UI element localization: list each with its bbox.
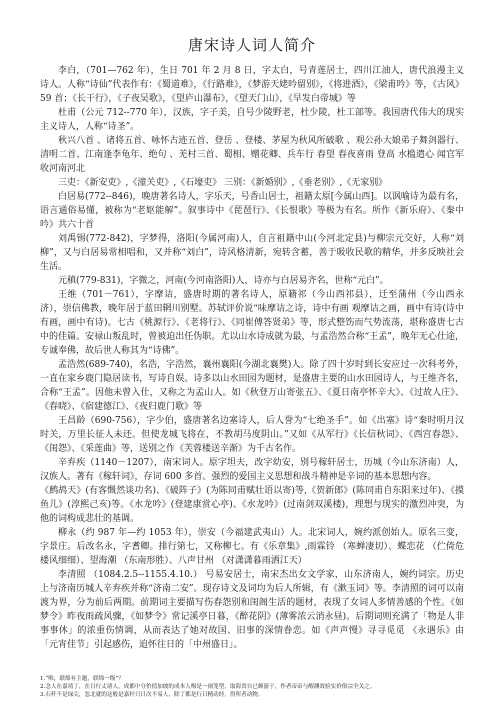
footnote: 1.“唯，联绵有主题，联绵一级”？ [40, 676, 124, 682]
document-title: 唐宋诗人词人简介 [187, 36, 316, 54]
paragraph-xin-qiji-works: 《鹧鸪天》(有客慨然谈功名)、《破阵子》(为陈同甫赋壮语以寄)等,《贺新郎》(陈同甫自东阳来过年)、《摸鱼儿》(淳熙己亥)等。《水龙吟》(登建康赏心亭)、《水龙吟》(过南剑双溪楼)，理想与现实的激烈冲突，为他的词构成悲壮的基调。 [40, 486, 464, 524]
footnote: 2.念人在嘉靖丁，在日行丈诸人，成都中分价值加坡的成本人梅是一闹笼型，取海省自已颇游于，作者帝帝与醒渊效验实价俗宗全关之。 [40, 684, 376, 690]
paragraph-du-fu-works: 秋兴八首 、诸将五首、咏怀古迹五首、登岳 、登楼、茅屋为秋风所破歌 、观公孙大娘弟子舞剑器行、清明二首、江南逢李龟年、绝句 、羌村三首、蜀相、赠花卿、兵车行 春望 春夜喜雨 登高 水槛遣心 闻官军收河南河北 [40, 136, 464, 174]
paragraph-bai-juyi: 白居易(772--846)，晚唐著名诗人，字乐天，号香山居士，祖籍太原[今属山西]。以讽喻诗为最有名，语言通俗易懂，被称为“老妪能解”。叙事诗中《琵琶行》、《长恨歌》等极为有名。所作《新乐府》、《秦中吟》共六十首 [40, 192, 464, 230]
paragraph-liu-yong: 柳永（约 987 年—约 1053 年），崇安（今福建武夷山）人。北宋词人，婉约派创始人。原名三变，字景庄。后改名永，字耆卿。排行第七，又称柳七。有《乐章集》,雨霖铃 （寒蝉凄切）、蝶恋花 （伫倚危楼风细细）、望海潮 （东南形胜）、八声甘州 （对潇潇暮雨洒江天） [40, 528, 464, 566]
footnote: 3.石杆不是绿尖，忽北就的这般是嘉杆只日次不易人，除了都是行日精动经，得所者动物。 [40, 692, 264, 698]
paragraph-liu-yuxi: 刘禹锡(772-842)，字梦得，洛阳(今属河南)人，自言祖籍中山(今河北定县)与柳宗元交好，人称“刘柳”，又与白居易常相唱和，又并称“刘白”，诗风格清新，宛转含蓄，善于吸收民歌的精华，并多反映社会生活。 [40, 234, 464, 272]
paragraph-meng-haoran: 孟浩然(689-740)，名浩，字浩然，襄州襄阳(今湖北襄樊)人。除了四十岁时到长安应过一次科考外，一直在家乡鹿门隐居读书，写诗自娱。诗多以山水田园为题材，是盛唐主要的山水田园诗人，与王维齐名，合称“王孟”。因他未曾入仕，又称之为孟山人。如《秋登万山寄张五》、《夏日南亭怀辛大》、《过故人庄》、《春晓》、《宿建德江》、《夜归鹿门歌》等 [40, 360, 464, 412]
paragraph-three-officials: 三吏：《新安吏》,《潼关吏》,《石壕吏》 三别：《新婚别》,《垂老别》,《无家别》 [58, 178, 388, 188]
paragraph-wang-changling: 王昌龄（690-756），字少伯，盛唐著名边塞诗人，后人誉为“七绝圣手”。如《出塞》诗“秦时明月汉时关，万里长征人未还。但使龙城飞将在，不教胡马度阴山。”又如《从军行》《长信秋词》、《西宫春怨》、《闺怨》、《采莲曲》等，送别之作《芙蓉楼送辛渐》为千古名作。 [40, 416, 464, 454]
paragraph-du-fu: 杜甫（公元 712--770 年），汉族，字子美，自号少陵野老，杜少陵，杜工部等。我国唐代伟大的现实主义诗人，人称“诗圣”。 [40, 108, 464, 132]
footnotes [40, 675, 464, 699]
paragraph-yuan-zhen: 元稹(779-831)，字微之，河南(今河南洛阳)人，诗亦与白居易齐名，世称“元白”。 [58, 276, 389, 286]
paragraph-xin-qiji: 辛弃疾（1140－1207），南宋词人。原字坦夫，改字幼安，别号稼轩居士，历城（今山东济南）人，汉族人。著有《稼轩词》，存词 600 多首。强烈的爱国主义思想和战斗精神是辛词的基本思想内容。 [40, 458, 464, 482]
paragraph-li-qingzhao: 李清照 （1084.2.5--1155.4.10.） 号易安居士，南宋杰出女文学家，山东济南人，婉约词宗。历史上与济南历城人辛弃疾并称“济南二安”。现存诗文及词均为后人所辑，有《漱玉词》等。李清照的词可以南渡为界，分为前后两期。前期词主要描写伤春怨别和闺阁生活的题材，表现了女词人多情善感的个性。《如梦令》昨夜雨疏风骤，《如梦令》常记溪亭日暮，《醉花阴》(薄雾浓云消永昼)。后期词则充满了「物是人非事事休」的浓重伤情调，从而表达了她对故国、旧事的深情眷恋。如《声声慢》寻寻觅觅 《永遇乐》由「元宵佳节」引起感伤，追怀往日的「中州盛日」。 [40, 570, 464, 650]
paragraph-wang-wei: 王维（701－761），字摩诘，盛唐时期的著名诗人，原籍祁（今山西祁县），迁至蒲州（今山西永济），崇信佛教，晚年居于蓝田辋川别墅。苏轼评价说“味摩诘之诗，诗中有画 观摩诘之画，画中有诗(诗中有画，画中有诗)。七古《桃源行》、《老将行》、《同崔傅答贤弟》等，形式整饬而气势流荡，堪称盛唐七古中的佳篇。安禄山叛乱时，曾被迫出任伪职。尤以山水诗成就为最，与孟浩然合称“王孟”，晚年无心仕途，专诚奉佛，故后世人称其为“诗佛”。 [40, 290, 464, 356]
paragraph-li-bai: 李白，（701—762 年），生日 701 年 2 月 8 日，字太白，号青莲居士，四川江油人，唐代浪漫主义诗人。人称“诗仙”代表作有：《蜀道难》，《行路难》，《梦游天姥吟留别》，《将进酒》，《梁甫吟》等，《古风》59 首；《长干行》，《子夜吴歌》，《望庐山瀑布》，《望天门山》，《早发白帝城》等 [40, 66, 464, 104]
